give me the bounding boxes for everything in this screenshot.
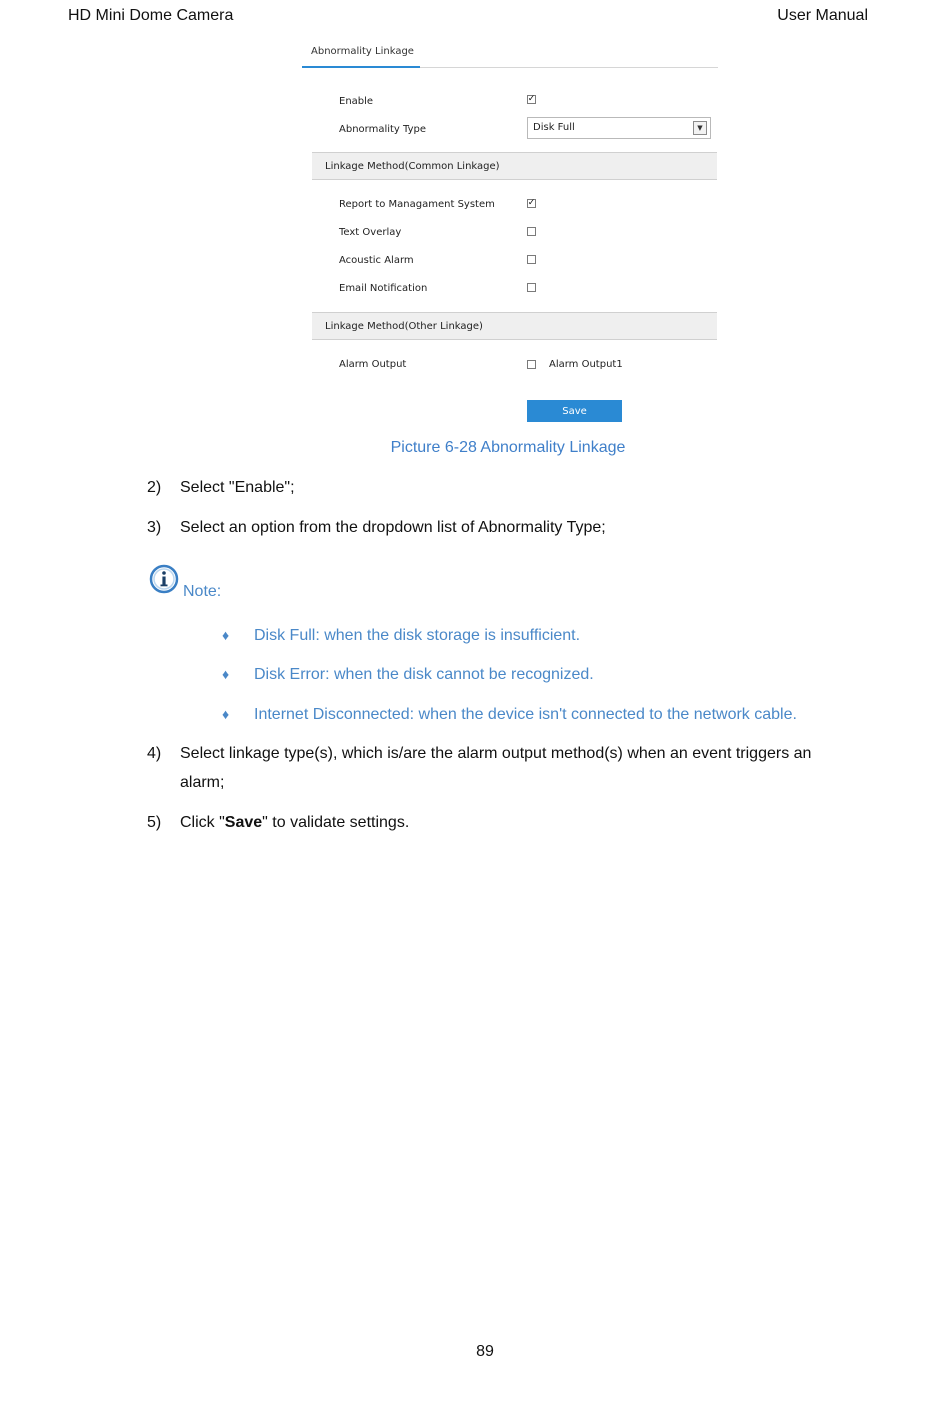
step-text [180, 808, 850, 837]
step-text-before: Click " [180, 814, 225, 831]
note-bullet-text: Disk Error: when the disk cannot be recognized. [254, 666, 594, 683]
step-number: 4) [147, 745, 162, 762]
step-number: 3) [147, 519, 162, 536]
email-notification-label: Email Notification [339, 283, 428, 294]
note-label: Note: [183, 583, 222, 600]
alarm-output1-label: Alarm Output1 [549, 359, 623, 370]
step-text-after: " to validate settings. [262, 814, 410, 831]
tab-active-indicator [302, 66, 420, 68]
text-overlay-checkbox[interactable] [527, 227, 536, 236]
figure-caption: Picture 6-28 Abnormality Linkage [390, 439, 626, 456]
email-notification-checkbox[interactable] [527, 283, 536, 292]
enable-checkbox[interactable] [527, 95, 536, 104]
acoustic-alarm-checkbox[interactable] [527, 255, 536, 264]
diamond-bullet-icon: ♦ [222, 706, 230, 722]
common-linkage-title: Linkage Method(Common Linkage) [325, 161, 500, 172]
note-bullet-text: Disk Full: when the disk storage is insufficient. [254, 627, 581, 644]
tab-abnormality-linkage[interactable]: Abnormality Linkage [311, 46, 414, 57]
enable-label: Enable [339, 96, 374, 107]
note-bullet-text: Internet Disconnected: when the device isn't connected to the network cable. [254, 706, 797, 723]
checkmark-icon: ✓ [527, 198, 536, 208]
other-linkage-section-header [312, 312, 717, 340]
info-icon [149, 564, 179, 594]
common-linkage-section-header [312, 152, 717, 180]
save-keyword: Save [224, 814, 263, 831]
diamond-bullet-icon: ♦ [222, 627, 230, 643]
report-to-management-label: Report to Managament System [339, 199, 495, 210]
doc-header-manual: User Manual [777, 7, 868, 24]
alarm-output1-checkbox[interactable] [527, 360, 536, 369]
text-overlay-label: Text Overlay [339, 227, 402, 238]
save-button[interactable]: Save [527, 400, 622, 422]
diamond-bullet-icon: ♦ [222, 666, 230, 682]
step-text: Select linkage type(s), which is/are the alarm output method(s) when an event triggers an alarm; [180, 745, 812, 791]
page-number: 89 [476, 1343, 494, 1360]
abnormality-type-label: Abnormality Type [339, 124, 426, 135]
chevron-down-icon[interactable]: ▼ [693, 121, 707, 135]
step-text: Select "Enable"; [180, 479, 295, 496]
abnormality-type-select[interactable] [527, 117, 711, 139]
step-number: 2) [147, 479, 162, 496]
doc-header-title: HD Mini Dome Camera [68, 7, 234, 24]
acoustic-alarm-label: Acoustic Alarm [339, 255, 414, 266]
report-to-management-checkbox[interactable] [527, 199, 536, 208]
other-linkage-title: Linkage Method(Other Linkage) [325, 321, 483, 332]
step-text: Select an option from the dropdown list of Abnormality Type; [180, 519, 606, 536]
step-number: 5) [147, 814, 162, 831]
abnormality-type-value: Disk Full [533, 122, 575, 133]
checkmark-icon: ✓ [527, 94, 536, 104]
alarm-output-label: Alarm Output [339, 359, 407, 370]
